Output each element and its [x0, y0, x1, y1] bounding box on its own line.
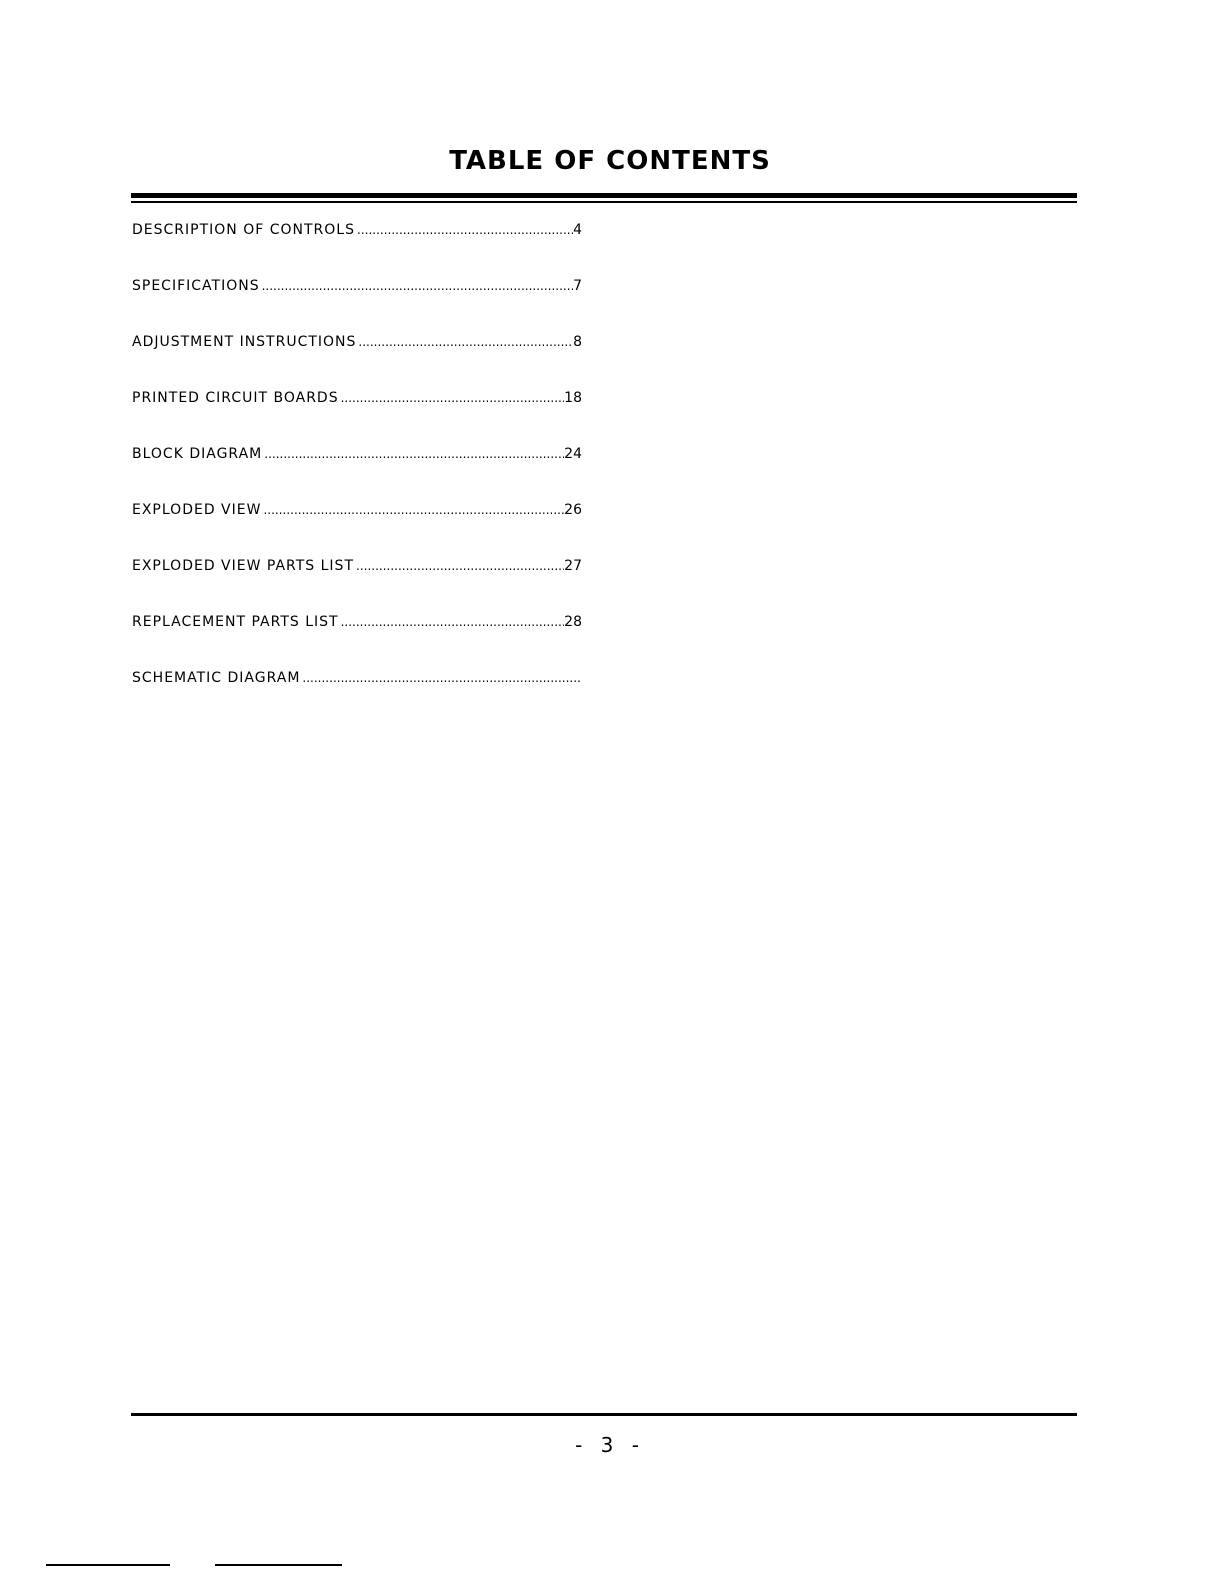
page-title: TABLE OF CONTENTS: [449, 146, 771, 176]
toc-entry-title: REPLACEMENT PARTS LIST: [132, 614, 339, 630]
toc-entry-printed-circuit-boards[interactable]: [132, 390, 582, 446]
toc-entry-exploded-view-parts-list[interactable]: [132, 558, 582, 614]
toc-dot-leader: [263, 503, 564, 517]
toc-entry-title: PRINTED CIRCUIT BOARDS: [132, 390, 339, 406]
toc-entry-title: BLOCK DIAGRAM: [132, 446, 263, 462]
toc-entry-specifications[interactable]: [132, 278, 582, 334]
toc-entry-title: ADJUSTMENT INSTRUCTIONS: [132, 334, 357, 350]
scan-artifact-line: [215, 1564, 342, 1566]
title-rule-thin: [131, 201, 1077, 203]
toc-dot-leader: [341, 391, 565, 405]
toc-entry-page: 7: [573, 278, 582, 294]
toc-dot-leader: [357, 223, 573, 237]
toc-dot-leader: [262, 279, 573, 293]
page-number: - 3 -: [575, 1433, 645, 1457]
toc-entry-page: 4: [573, 222, 582, 238]
title-rule-thick: [131, 193, 1077, 198]
toc-entry-page: 24: [564, 446, 582, 462]
toc-entry-title: DESCRIPTION OF CONTROLS: [132, 222, 355, 238]
table-of-contents: [132, 222, 582, 726]
toc-entry-title: EXPLODED VIEW PARTS LIST: [132, 558, 354, 574]
toc-entry-page: 18: [564, 390, 582, 406]
scan-artifact-line: [46, 1564, 170, 1566]
toc-dot-leader: [302, 671, 582, 685]
toc-entry-title: SCHEMATIC DIAGRAM: [132, 670, 301, 686]
toc-dot-leader: [356, 559, 564, 573]
footer-rule: [131, 1413, 1077, 1416]
toc-entry-replacement-parts-list[interactable]: [132, 614, 582, 670]
toc-entry-title: SPECIFICATIONS: [132, 278, 260, 294]
toc-entry-adjustment-instructions[interactable]: [132, 334, 582, 390]
toc-entry-page: 27: [564, 558, 582, 574]
toc-entry-block-diagram[interactable]: [132, 446, 582, 502]
toc-entry-page: 26: [564, 502, 582, 518]
toc-entry-schematic-diagram[interactable]: [132, 670, 582, 726]
toc-entry-title: EXPLODED VIEW: [132, 502, 262, 518]
toc-entry-exploded-view[interactable]: [132, 502, 582, 558]
toc-dot-leader: [264, 447, 564, 461]
toc-dot-leader: [358, 335, 573, 349]
toc-entry-description-of-controls[interactable]: [132, 222, 582, 278]
toc-entry-page: 28: [564, 614, 582, 630]
toc-dot-leader: [341, 615, 565, 629]
toc-entry-page: 8: [573, 334, 582, 350]
